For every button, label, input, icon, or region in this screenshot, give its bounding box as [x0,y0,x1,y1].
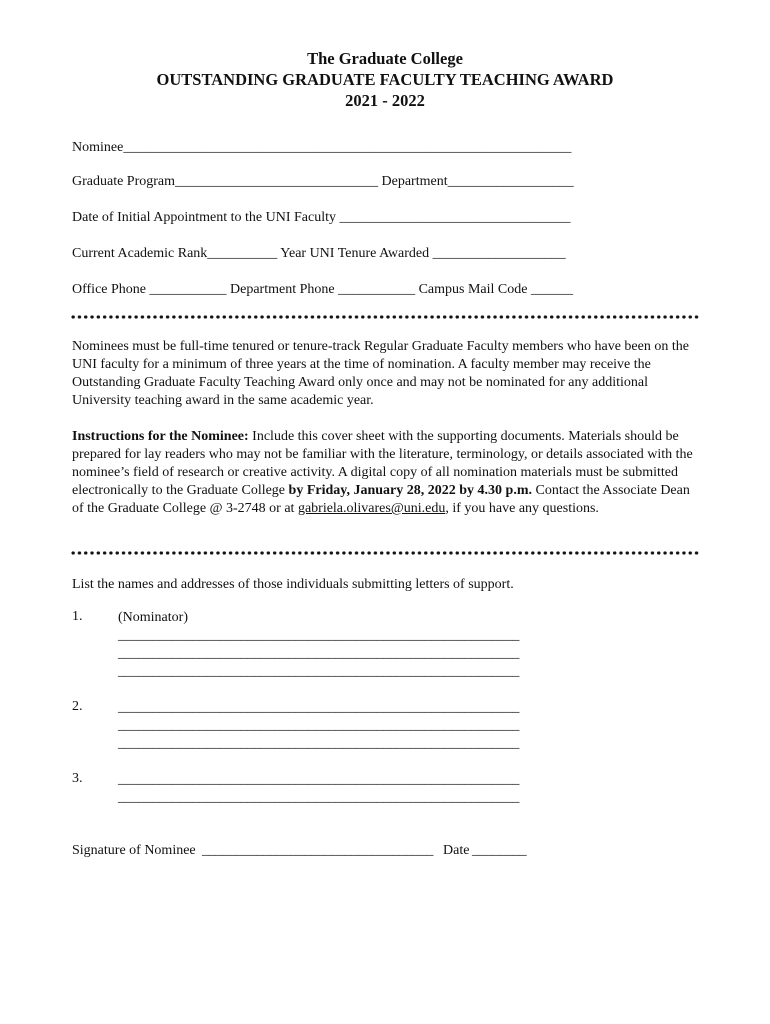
form-header [0,48,770,111]
support-line[interactable]: ___________________________________________________________ [118,736,520,751]
appointment-date-field[interactable]: Date of Initial Appointment to the UNI Faculty _________________________________ [72,210,571,225]
college-name: The Graduate College [307,49,463,68]
support-line[interactable]: ___________________________________________________________ [118,664,520,679]
phones-mail-field[interactable]: Office Phone ___________ Department Phone ___________ Campus Mail Code ______ [72,282,573,297]
date-line[interactable]: ________ [472,843,527,858]
item-number-2: 2. [72,699,83,714]
support-line[interactable]: ___________________________________________________________ [118,700,520,715]
signature-label: Signature of Nominee [72,843,196,858]
support-line[interactable]: ___________________________________________________________ [118,772,520,787]
instructions-label: Instructions for the Nominee: [72,429,249,444]
date-label: Date [443,843,470,858]
item-number-1: 1. [72,609,83,624]
dotted-divider [70,315,700,319]
deadline-text: by Friday, January 28, 2022 by 4.30 p.m. [288,483,533,498]
item-number-3: 3. [72,771,83,786]
support-line[interactable]: ___________________________________________________________ [118,646,520,661]
rank-tenure-field[interactable]: Current Academic Rank__________ Year UNI Tenure Awarded ___________________ [72,246,566,261]
instructions-paragraph [72,428,702,518]
support-line[interactable]: ___________________________________________________________ [118,718,520,733]
academic-year: 2021 - 2022 [345,91,425,110]
program-department-field[interactable]: Graduate Program_____________________________ Department__________________ [72,174,574,189]
eligibility-paragraph: Nominees must be full-time tenured or tenure-track Regular Graduate Faculty members who have been on the UNI faculty for a minimum of three years at the time of nomination. A faculty member may receive the Outstanding Graduate Faculty Teaching Award only once and may not be nominated for any additional University teaching award in the same academic year. [72,339,689,408]
instructions-text: Include this cover sheet with the supporting documents. Materials should be prepared for lay readers who may not be familiar with the literature, terminology, or details associated with the nominee’s field of research or creative activity. A digital copy of all nomination materials must be submitted electronically to the Graduate College [72,429,693,498]
support-prompt: List the names and addresses of those individuals submitting letters of support. [72,577,514,592]
nominee-field[interactable]: Nominee________________________________________________________________ [72,140,572,155]
signature-line[interactable]: __________________________________ [202,843,434,858]
nominator-label: (Nominator) [118,610,188,625]
email-link[interactable]: gabriela.olivares@uni.edu [297,501,446,516]
support-line[interactable]: ___________________________________________________________ [118,790,520,805]
support-line[interactable]: ___________________________________________________________ [118,628,520,643]
closing-text: , if you have any questions. [445,501,599,516]
contact-text: Contact the Associate Dean of the Graduate College @ 3-2748 or at [72,483,690,516]
dotted-divider-2 [70,551,700,555]
award-title: OUTSTANDING GRADUATE FACULTY TEACHING AWARD [156,70,614,89]
